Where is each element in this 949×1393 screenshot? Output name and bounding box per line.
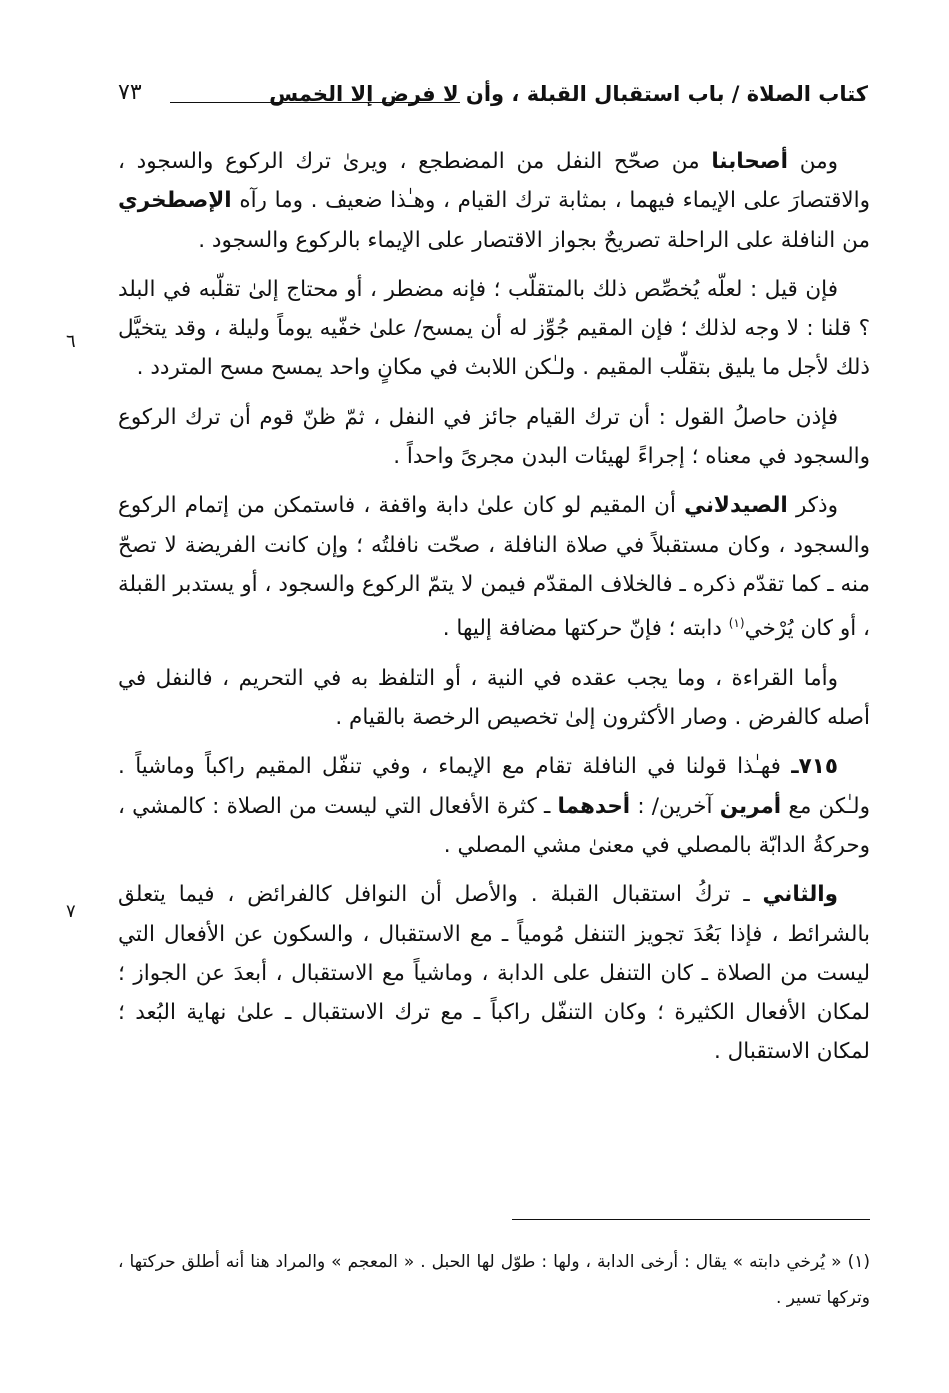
text-run: فإن قيل : لعلّه يُخصِّص ذلك بالمتقلّب ؛ فإنه مضطر ، أو محتاج إلىٰ تقلّبه في البلد ؟ قلنا : لا وجه لذلك ؛ فإن المقيم جُوِّز له أن يمسح/ علىٰ خفّيه يوماً وليلة ، وقد يتخيَّل ذلك لأجل ما يليق بتقلّب المقيم . ولـٰكن اللابث في مكانٍ واحد يمسح مسح المتردد . [118,276,870,381]
footnote-rule [512,1219,870,1220]
paragraph [118,659,870,738]
paragraph [118,875,870,1071]
text-run: وذكر [787,493,838,519]
running-header [118,78,868,122]
paragraph [118,142,870,260]
text-run: فهـٰذا قولنا في النافلة تقام مع الإيماء ، وفي تنفّل المقيم راكباً وماشياً . ولـٰكن مع [118,754,870,819]
text-run: من النافلة على الراحلة تصريحٌ بجواز الاقتصار على الإيماء بالركوع والسجود . [198,227,870,253]
header-title: كتاب الصلاة / باب استقبال القبلة ، وأن لا فرض إلا الخمس [269,82,868,106]
margin-marker: ٦ [66,331,76,352]
text-run: من صحّح النفل من المضطجع ، ويرىٰ ترك الركوع والسجود ، والاقتصارَ على الإيماء فيهما ، بمثابة ترك القيام ، وهـٰذا ضعيف . وما رآه [118,149,870,214]
paragraph [118,486,870,648]
bold-term: أحدهما [557,793,631,819]
text-run: فإذن حاصلُ القول : أن ترك القيام جائز في النفل ، ثمّ ظنّ قوم أن ترك الركوع والسجود في معناه ؛ إجراءً لهيئات البدن مجرىً واحداً . [118,404,870,470]
bold-term: الإصطخري [118,188,232,214]
text-run: وأما القراءة ، وما يجب عقده في النية ، أو التلفظ به في التحريم ، فالنفل في أصله كالفرض . وصار الأكثرون إلىٰ تخصيص الرخصة بالقيام . [118,665,870,731]
text-run: ومن [788,149,839,174]
text-run: أن المقيم لو كان علىٰ دابة واقفة ، فاستمكن من إتمام الركوع والسجود ، وكان مستقبلاً في صلاة النافلة ، صحّت نافلتُه ؛ وإن كانت الفريضة لا تصحّ منه ـ كما تقدّم ذكره ـ فالخلاف المقدّم فيمن لا يتمّ الركوع والسجود ، أو يستدبر القبلة ، أو كان يُرْخي [118,493,870,642]
bold-term: أصحابنا [711,149,788,174]
text-run: ـ تركُ استقبال القبلة . والأصل أن النوافل كالفرائض ، فيما يتعلق بالشرائط ، فإذا بَعُدَ تجويز التنفل مُومياً ـ مع الاستقبال ، والسكون عن الأفعال التي ليست من الصلاة ـ كان التنفل على الدابة ، وماشياً مع الاستقبال ، أبعدَ عن الجواز ؛ لمكان الأفعال الكثيرة ؛ وكان التنفّل راكباً ـ مع ترك الاستقبال ـ علىٰ نهاية البُعد ؛ لمكان الاستقبال . [118,882,870,1065]
footnote-ref: (١) [728,616,745,631]
bold-term: ٧١٥ـ [791,754,838,780]
text-run: آخرين/ : [630,793,720,819]
margin-marker: ٧ [66,901,76,922]
paragraph [118,398,870,477]
header-rule [170,102,460,103]
main-text [118,142,870,1082]
bold-term: الصيدلاني [684,493,788,519]
bold-term: والثاني [762,882,838,908]
footnote: (١) « يُرخي دابته » يقال : أرخى الدابة ، ولها : طوّل لها الحبل . « المعجم » والمراد هنا أنه أطلق حركتها ، وتركها تسير . [118,1252,870,1308]
paragraph [118,747,870,865]
paragraph [118,270,870,388]
page-number: ٧٣ [118,80,142,105]
bold-term: أمرين [719,793,782,819]
text-run: ـ كثرة الأفعال التي ليست من الصلاة : كالمشي ، وحركةُ الدابّة بالمصلي في معنىٰ مشي المصلي . [118,793,870,858]
text-run: دابته ؛ فإنّ حركتها مضافة إليها . [442,616,729,642]
